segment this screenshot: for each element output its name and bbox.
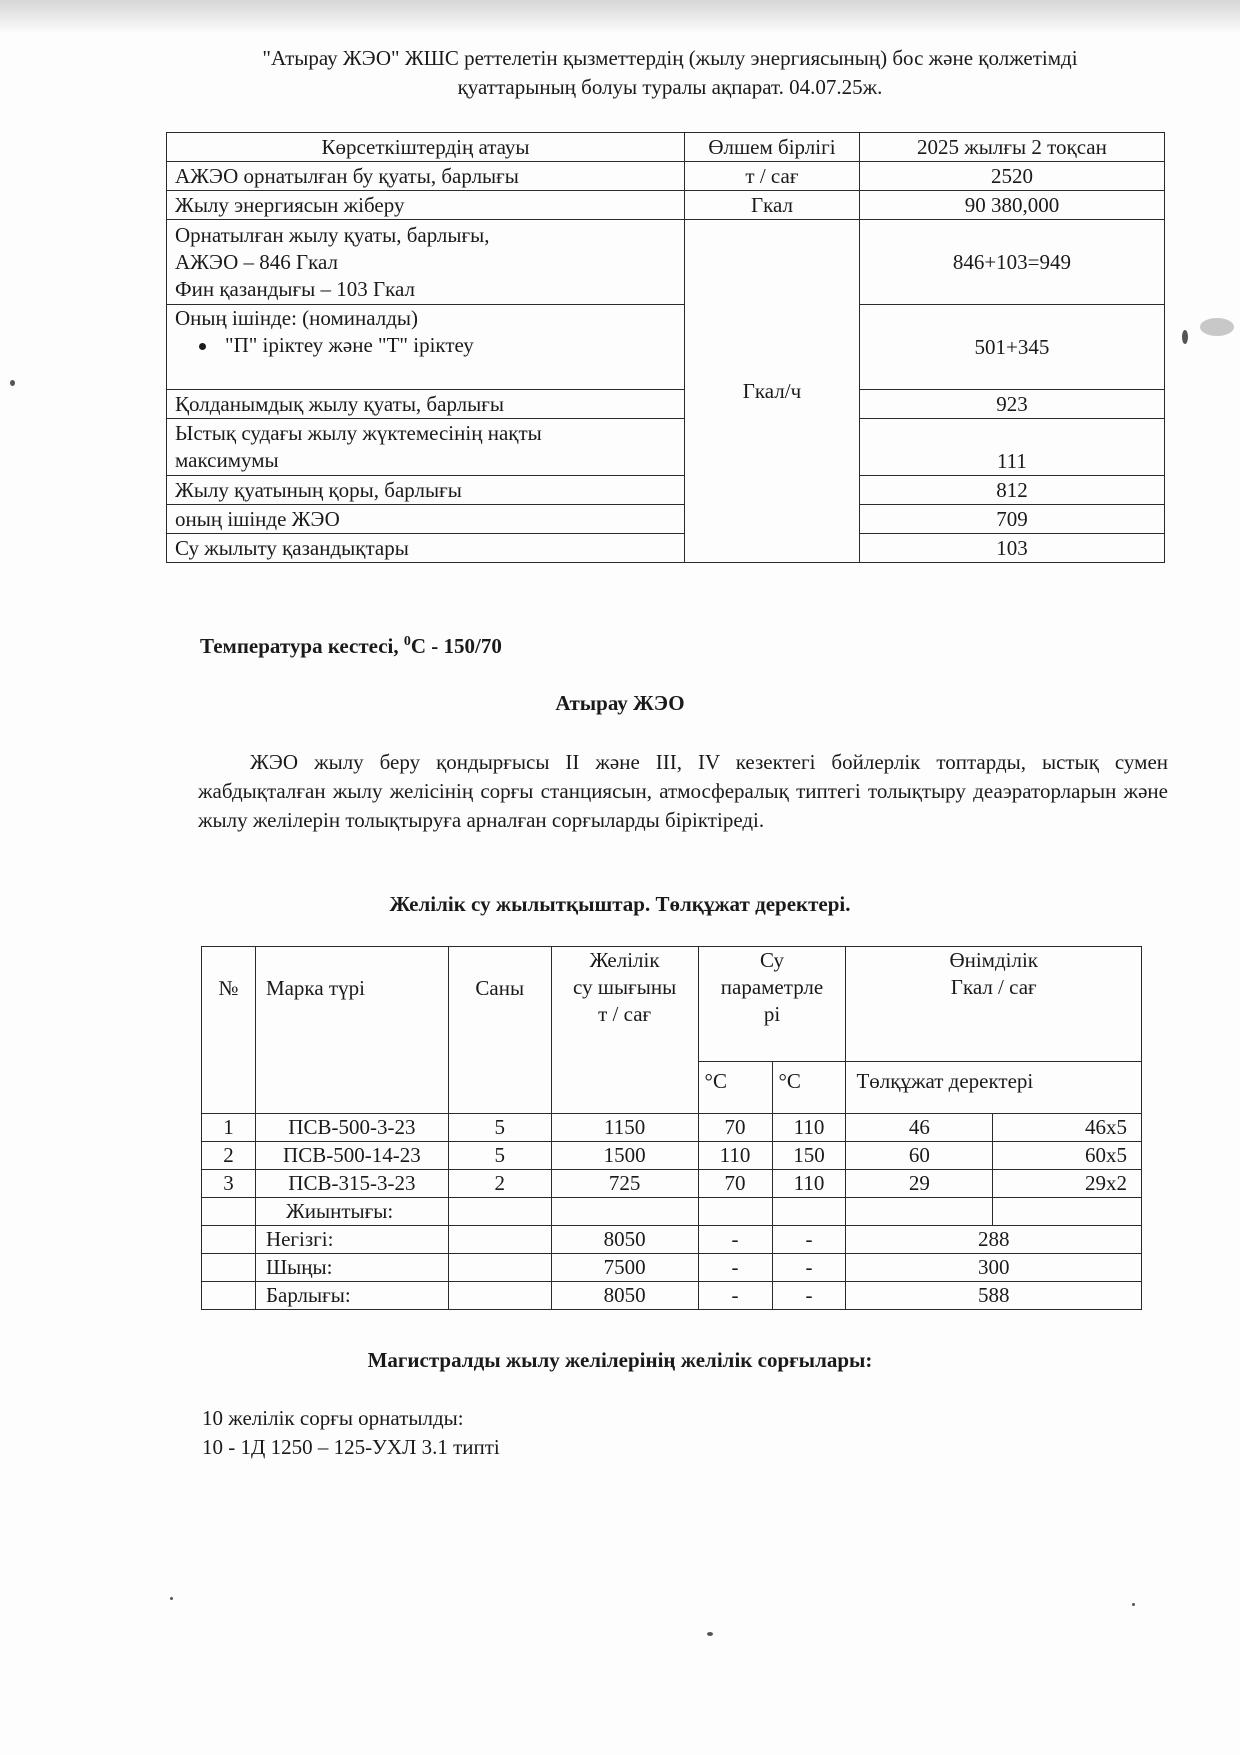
table-row — [167, 220, 1165, 305]
table-header-row — [202, 947, 1142, 1062]
cell-mark: ПСВ-500-3-23 — [255, 1114, 448, 1142]
description-paragraph: ЖЭО жылу беру қондырғысы II және III, IV кезектегі бойлерлік топтарды, ыстық сумен жабдықталған жылу желісінің сорғы станциясын, атмосфералық типтегі толықтыру деаэраторларын және жылу желілерін толықтыруға арналған сорғыларды біріктіреді. — [198, 750, 1168, 832]
capacity-table — [166, 132, 1165, 563]
table-row — [202, 1170, 1142, 1198]
row-name-line: Орнатылған жылу қуаты, барлығы, — [175, 222, 490, 247]
temperature-schedule — [200, 634, 502, 659]
row-name-line: Оның ішінде: (номиналды) — [175, 306, 419, 330]
header-flow-line: Желілік — [589, 948, 660, 972]
cell-count: 5 — [448, 1114, 551, 1142]
cell-temp-out: 110 — [772, 1170, 846, 1198]
table-row — [167, 305, 1165, 390]
row-name-line: Фин қазандығы – 103 Гкал — [175, 276, 415, 301]
total-row — [202, 1226, 1142, 1254]
header-period: 2025 жылғы 2 тоқсан — [859, 133, 1164, 162]
cell-flow: 725 — [551, 1170, 698, 1198]
row-name: Су жылыту қазандықтары — [167, 534, 685, 563]
total-temp-out: - — [772, 1226, 846, 1254]
total-temp-in: - — [698, 1226, 772, 1254]
scan-speck — [707, 1632, 713, 1636]
row-name: Жылу қуатының қоры, барлығы — [167, 476, 685, 505]
row-unit: Гкал — [685, 191, 860, 220]
header-temp-in: °С — [698, 1062, 772, 1114]
cell-count: 5 — [448, 1142, 551, 1170]
total-productivity: 588 — [846, 1282, 1142, 1310]
header-productivity — [846, 947, 1142, 1062]
total-flow: 8050 — [551, 1226, 698, 1254]
total-productivity: 300 — [846, 1254, 1142, 1282]
cell-temp-out: 150 — [772, 1142, 846, 1170]
scan-speck — [170, 1597, 173, 1600]
scan-speck — [10, 380, 15, 386]
pumps-info — [202, 1404, 500, 1462]
row-value: 709 — [859, 505, 1164, 534]
header-productivity-line: Гкал / сағ — [950, 975, 1037, 999]
section-title-pumps: Магистралды жылу желілерінің желілік сорғылары: — [367, 1348, 873, 1372]
cell-count: 2 — [448, 1170, 551, 1198]
total-row — [202, 1254, 1142, 1282]
header-number: № — [202, 947, 256, 1114]
total-flow: 7500 — [551, 1254, 698, 1282]
empty-cell — [448, 1282, 551, 1310]
row-value: 103 — [859, 534, 1164, 563]
cell-flow: 1150 — [551, 1114, 698, 1142]
cell-temp-out: 110 — [772, 1114, 846, 1142]
row-value: 90 380,000 — [859, 191, 1164, 220]
header-flow-line: су шығыны — [573, 975, 677, 999]
merged-unit-cell: Гкал/ч — [685, 220, 860, 563]
header-flow-line: т / сағ — [598, 1002, 652, 1026]
title-line-2: қуаттарының болуы туралы ақпарат. 04.07.25ж. — [457, 75, 883, 99]
total-label: Шыңы: — [255, 1254, 448, 1282]
row-name: Жылу энергиясын жіберу — [167, 191, 685, 220]
row-name — [167, 220, 685, 305]
header-indicator: Көрсеткіштердің атауы — [167, 133, 685, 162]
cell-productivity: 60 — [846, 1142, 993, 1170]
bullet-item: "П" іріктеу және "Т" іріктеу — [175, 332, 676, 359]
table-row — [167, 505, 1165, 534]
cell-total: 46х5 — [993, 1114, 1142, 1142]
row-value: 923 — [859, 390, 1164, 419]
cell-temp-in: 70 — [698, 1114, 772, 1142]
header-mark: Марка түрі — [255, 947, 448, 1114]
temperature-label: Температура кестесі, — [200, 634, 404, 658]
heaters-table — [201, 946, 1142, 1310]
scan-speck — [1132, 1603, 1135, 1606]
empty-cell — [202, 1254, 256, 1282]
row-unit: т / сағ — [685, 162, 860, 191]
row-name: оның ішінде ЖЭО — [167, 505, 685, 534]
table-row — [167, 419, 1165, 476]
total-temp-in: - — [698, 1254, 772, 1282]
empty-cell — [772, 1198, 846, 1226]
table-row — [202, 1114, 1142, 1142]
total-row — [202, 1282, 1142, 1310]
header-passport: Төлқұжат деректері — [846, 1062, 1142, 1114]
empty-cell — [698, 1198, 772, 1226]
pumps-line-2: 10 - 1Д 1250 – 125-УХЛ 3.1 типті — [202, 1435, 500, 1459]
cell-temp-in: 110 — [698, 1142, 772, 1170]
row-name-line: АЖЭО – 846 Гкал — [175, 249, 339, 274]
table-row — [167, 191, 1165, 220]
row-value: 812 — [859, 476, 1164, 505]
cell-temp-in: 70 — [698, 1170, 772, 1198]
cell-productivity: 29 — [846, 1170, 993, 1198]
row-name: АЖЭО орнатылған бу қуаты, барлығы — [167, 162, 685, 191]
scan-shadow — [0, 0, 1240, 34]
row-value: 846+103=949 — [859, 220, 1164, 305]
temperature-degree-sup: 0 — [403, 634, 411, 649]
row-value: 501+345 — [859, 305, 1164, 390]
cell-no: 1 — [202, 1114, 256, 1142]
total-temp-in: - — [698, 1282, 772, 1310]
header-water-line: рі — [763, 1002, 781, 1026]
header-temp-out: °С — [772, 1062, 846, 1114]
header-productivity-line: Өнімділік — [949, 948, 1039, 972]
header-unit: Өлшем бірлігі — [685, 133, 860, 162]
header-water-line: параметрле — [720, 975, 824, 999]
cell-flow: 1500 — [551, 1142, 698, 1170]
empty-cell — [448, 1254, 551, 1282]
header-count: Саны — [448, 947, 551, 1114]
total-temp-out: - — [772, 1254, 846, 1282]
cell-no: 3 — [202, 1170, 256, 1198]
empty-cell — [202, 1282, 256, 1310]
empty-cell — [202, 1198, 256, 1226]
section-title-atyrau: Атырау ЖЭО — [555, 691, 685, 715]
row-name — [167, 305, 685, 390]
total-flow: 8050 — [551, 1282, 698, 1310]
empty-cell — [993, 1198, 1142, 1226]
empty-cell — [551, 1198, 698, 1226]
table-row — [167, 534, 1165, 563]
row-value: 111 — [859, 419, 1164, 476]
cell-total: 60х5 — [993, 1142, 1142, 1170]
document-title — [165, 44, 1175, 102]
row-name: Қолданымдық жылу қуаты, барлығы — [167, 390, 685, 419]
temperature-value: С - 150/70 — [410, 634, 502, 658]
pumps-line-1: 10 желілік сорғы орнатылды: — [202, 1406, 464, 1430]
total-productivity: 288 — [846, 1226, 1142, 1254]
table-row — [202, 1142, 1142, 1170]
summary-row — [202, 1198, 1142, 1226]
row-name-line: Ыстық судағы жылу жүктемесінің нақты — [175, 421, 542, 445]
total-temp-out: - — [772, 1282, 846, 1310]
table-row — [167, 162, 1165, 191]
row-name-line: максимумы — [175, 448, 279, 472]
cell-productivity: 46 — [846, 1114, 993, 1142]
header-water-line: Су — [760, 948, 784, 972]
header-water-params — [698, 947, 846, 1062]
cell-total: 29х2 — [993, 1170, 1142, 1198]
row-value: 2520 — [859, 162, 1164, 191]
cell-mark: ПСВ-315-3-23 — [255, 1170, 448, 1198]
empty-cell — [846, 1198, 993, 1226]
cell-no: 2 — [202, 1142, 256, 1170]
empty-cell — [448, 1198, 551, 1226]
scan-speck — [1200, 318, 1234, 336]
scan-speck — [1182, 330, 1188, 344]
section-title-heaters: Желілік су жылытқыштар. Төлқұжат деректері. — [389, 892, 851, 916]
row-name — [167, 419, 685, 476]
total-label: Негізгі: — [255, 1226, 448, 1254]
title-line-1: "Атырау ЖЭО" ЖШС реттелетін қызметтердің (жылу энергиясының) бос және қолжетімді — [262, 46, 1078, 70]
total-label: Барлығы: — [255, 1282, 448, 1310]
empty-cell — [202, 1226, 256, 1254]
empty-cell — [448, 1226, 551, 1254]
cell-mark: ПСВ-500-14-23 — [255, 1142, 448, 1170]
summary-label: Жиынтығы: — [255, 1198, 448, 1226]
table-header-row — [167, 133, 1165, 162]
table-row — [167, 476, 1165, 505]
header-flow — [551, 947, 698, 1114]
table-row — [167, 390, 1165, 419]
